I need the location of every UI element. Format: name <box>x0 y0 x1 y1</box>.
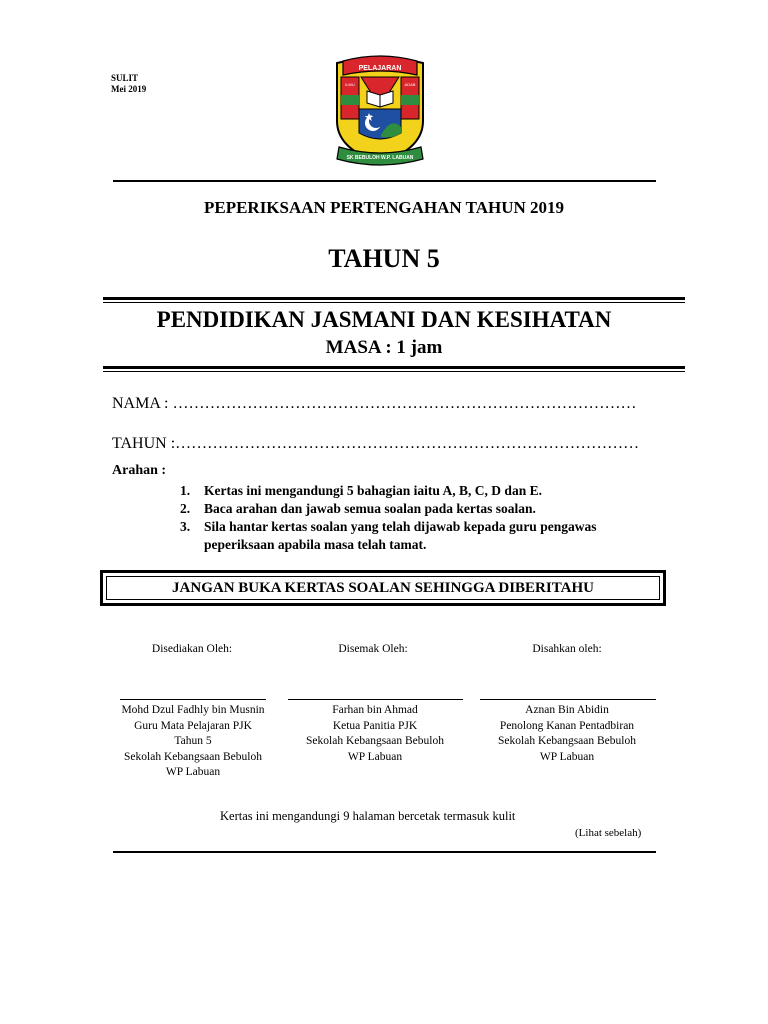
approved-by-signature-line <box>480 699 656 700</box>
prepared-by-school: Sekolah Kebangsaan Bebuloh <box>124 750 262 763</box>
tahun-field[interactable]: TAHUN :…………………………………………………………………………… <box>112 435 640 452</box>
instruction-number: 2. <box>180 501 191 516</box>
approved-by-school: Sekolah Kebangsaan Bebuloh <box>498 735 636 747</box>
subject-top-divider <box>103 297 685 300</box>
crest-banner-text: PELAJARAN <box>358 65 402 72</box>
prepared-by-year: Tahun 5 <box>174 735 212 747</box>
checked-by-location: WP Labuan <box>347 750 403 763</box>
prepared-by-signature-line <box>120 699 266 700</box>
instruction-item <box>180 482 600 500</box>
year-level-title: TAHUN 5 <box>328 244 440 273</box>
subject-title: PENDIDIKAN JASMANI DAN KESIHATAN <box>156 307 612 332</box>
classification-header <box>111 73 146 95</box>
instructions-label: Arahan : <box>112 463 167 478</box>
checked-by-signature-line <box>288 699 463 700</box>
checked-by-name: Farhan bin Ahmad <box>332 704 418 716</box>
bottom-divider <box>113 851 656 853</box>
instruction-item <box>180 518 600 553</box>
subject-bottom-divider-thin <box>103 371 685 372</box>
turn-over-note: (Lihat sebelah) <box>575 827 642 839</box>
date-label: Mei 2019 <box>111 84 147 94</box>
checked-by-role: Ketua Panitia PJK <box>332 719 418 732</box>
warning-box <box>100 570 666 606</box>
checked-by-heading: Disemak Oleh: <box>338 643 408 655</box>
crest-ribbon-text: SK BEBULOH W.P. LABUAN <box>346 155 414 161</box>
prepared-by-location: WP Labuan <box>165 766 221 778</box>
instruction-text: Sila hantar kertas soalan yang telah dijawab kepada guru pengawas peperiksaan apabila masa telah tamat. <box>204 519 597 552</box>
prepared-by-role: Guru Mata Pelajaran PJK <box>134 719 252 732</box>
subject-top-divider-thin <box>103 302 685 303</box>
prepared-by-heading: Disediakan Oleh: <box>151 643 233 655</box>
approved-by-name: Aznan Bin Abidin <box>525 704 609 716</box>
instruction-text: Kertas ini mengandungi 5 bahagian iaitu A, B, C, D dan E. <box>204 483 542 498</box>
page-count-note: Kertas ini mengandungi 9 halaman bercetak termasuk kulit <box>220 809 516 823</box>
approved-by-location: WP Labuan <box>539 750 595 763</box>
approved-by-heading: Disahkan oleh: <box>532 643 602 655</box>
school-crest-logo <box>331 51 429 169</box>
checked-by-school: Sekolah Kebangsaan Bebuloh <box>306 735 444 747</box>
sulit-label: SULIT <box>111 73 139 83</box>
instruction-number: 1. <box>180 483 191 498</box>
checked-by-block <box>285 703 465 765</box>
exam-title: PEPERIKSAAN PERTENGAHAN TAHUN 2019 <box>203 198 565 217</box>
subject-bottom-divider <box>103 366 685 369</box>
duration-label: MASA : 1 jam <box>325 337 443 358</box>
prepared-by-block <box>103 703 283 781</box>
crest-left-text: ILMU <box>345 82 355 87</box>
prepared-by-name: Mohd Dzul Fadhly bin Musnin <box>121 704 265 716</box>
crest-right-text: ADAB <box>404 82 416 87</box>
instruction-number: 3. <box>180 519 191 534</box>
warning-text: JANGAN BUKA KERTAS SOALAN SEHINGGA DIBERITAHU <box>106 576 660 600</box>
nama-field[interactable]: NAMA : …………………………………………………………………………… <box>112 395 637 412</box>
approved-by-role: Penolong Kanan Pentadbiran <box>499 719 635 732</box>
top-divider <box>113 180 656 182</box>
instruction-text: Baca arahan dan jawab semua soalan pada kertas soalan. <box>204 501 536 516</box>
approved-by-block <box>477 703 657 765</box>
instruction-item <box>180 500 600 518</box>
